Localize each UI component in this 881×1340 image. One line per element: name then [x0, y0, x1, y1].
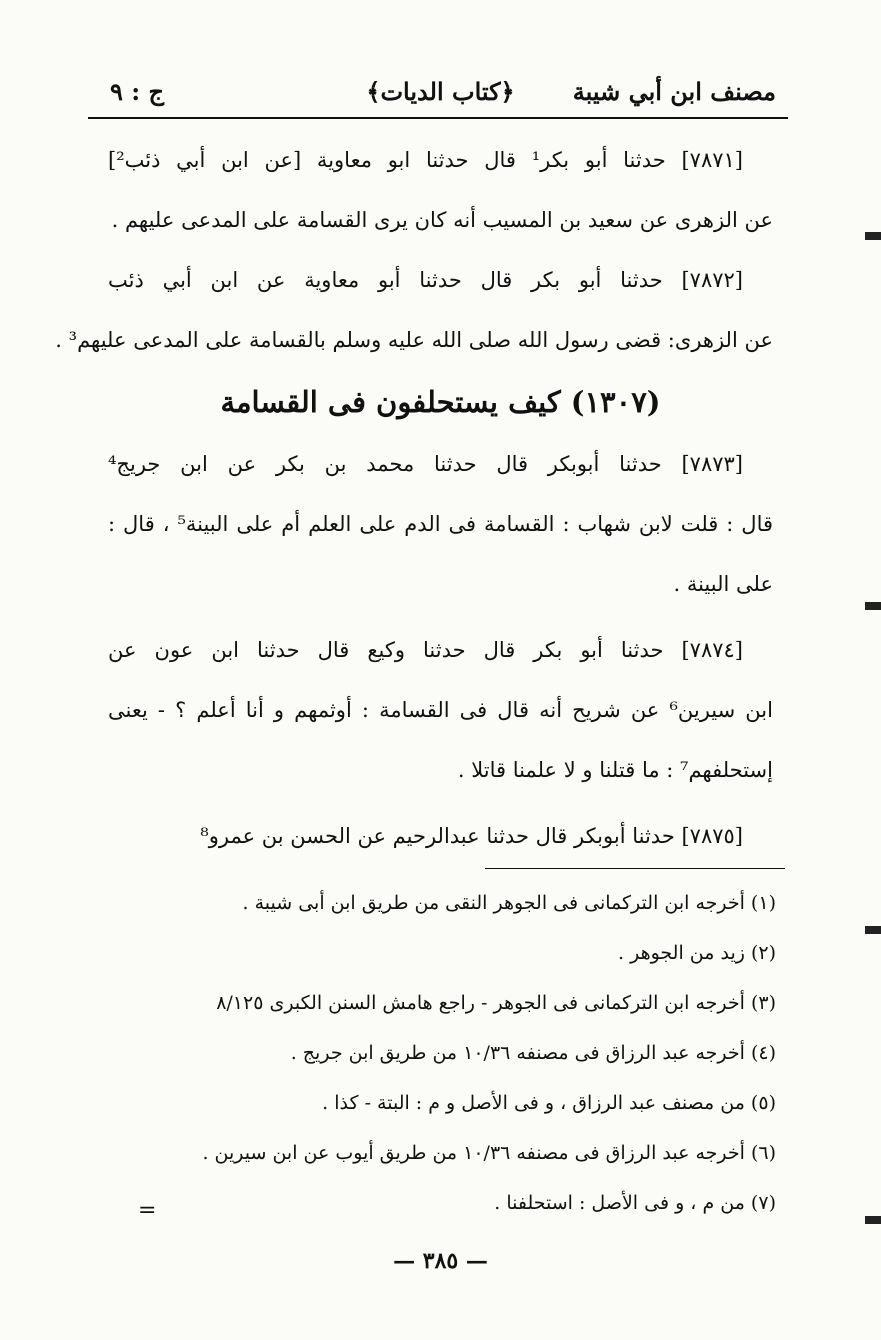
running-header-chapter: ﴿كتاب الديات﴾: [366, 77, 515, 106]
running-header-volume: ج : ٩: [110, 77, 164, 106]
section-heading: (١٣٠٧) كيف يستحلفون فى القسامة: [220, 385, 661, 419]
footnote: (١) أخرجه ابن التركمانى فى الجوهر النقى من طريق ابن أبى شيبة .: [242, 892, 776, 914]
footnote: (٥) من مصنف عبد الرزاق ، و فى الأصل و م : البتة - كذا .: [322, 1092, 776, 1114]
hadith-line: [٧٨٧٤] حدثنا أبو بكر قال حدثنا وكيع قال حدثنا ابن عون عن: [108, 638, 743, 662]
footnote-rule: [485, 868, 785, 869]
footnote: (٧) من م ، و فى الأصل : استحلفنا .: [494, 1192, 776, 1214]
hadith-line: على البينة .: [673, 572, 773, 596]
scan-margin-mark: [865, 232, 881, 240]
hadith-line: [٧٨٧١] حدثنا أبو بكر¹ قال حدثنا ابو معاوية [عن ابن أبي ذئب²]: [108, 148, 743, 172]
hadith-line: عن الزهرى عن سعيد بن المسيب أنه كان يرى القسامة على المدعى عليهم .: [111, 208, 773, 232]
footnote: (٤) أخرجه عبد الرزاق فى مصنفه ١٠/٣٦ من طريق ابن جريج .: [290, 1042, 776, 1064]
footnotes: [108, 878, 776, 1228]
hadith-line: عن الزهرى: قضى رسول الله صلى الله عليه وسلم بالقسامة على المدعى عليهم³ .: [55, 328, 773, 352]
header-rule: [88, 117, 788, 119]
hadith-line: ابن سيرين⁶ عن شريح أنه قال فى القسامة : أوثمهم و أنا أعلم ؟ - يعنى: [108, 698, 773, 722]
main-text: [55, 130, 774, 866]
running-header-book-title: مصنف ابن أبي شيبة: [572, 77, 776, 106]
footnote: (٢) زيد من الجوهر .: [618, 942, 776, 964]
hadith-line: [٧٨٧٥] حدثنا أبوبكر قال حدثنا عبدالرحيم عن الحسن بن عمرو⁸: [200, 824, 743, 848]
hadith-line: [٧٨٧٣] حدثنا أبوبكر قال حدثنا محمد بن بكر عن ابن جريج⁴: [108, 452, 743, 476]
hadith-line: قال : قلت لابن شهاب : القسامة فى الدم على العلم أم على البينة⁵ ، قال :: [108, 512, 774, 536]
continuation-mark: =: [138, 1198, 157, 1223]
hadith-line: [٧٨٧٢] حدثنا أبو بكر قال حدثنا أبو معاوية عن ابن أبي ذئب: [108, 268, 743, 292]
page-number: — ٣٨٥ —: [393, 1248, 488, 1274]
scan-margin-mark: [865, 1216, 881, 1224]
footnote: (٦) أخرجه عبد الرزاق فى مصنفه ١٠/٣٦ من طريق أيوب عن ابن سيرين .: [202, 1142, 776, 1164]
hadith-line: إستحلفهم⁷ : ما قتلنا و لا علمنا قاتلا .: [457, 758, 773, 782]
scan-margin-mark: [865, 602, 881, 610]
scan-margin-mark: [865, 926, 881, 934]
footnote: (٣) أخرجه ابن التركمانى فى الجوهر - راجع هامش السنن الكبرى ٨/١٢٥: [216, 992, 776, 1014]
